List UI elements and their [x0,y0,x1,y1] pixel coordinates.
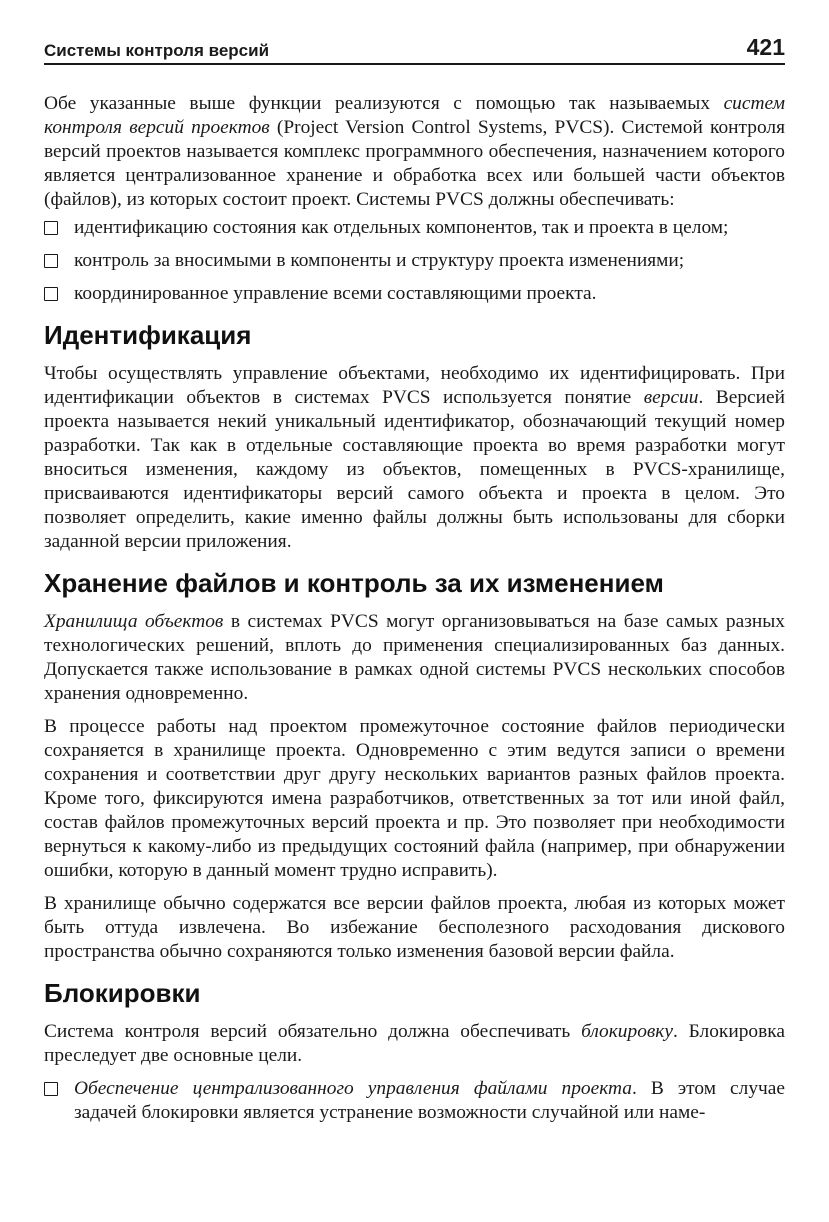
list-item-text: идентификацию состояния как отдельных компонентов, так и проекта в целом; [74,217,729,238]
list-item [44,282,785,306]
running-header [44,34,785,65]
checkbox-bullet-icon [44,287,58,301]
storage-paragraph-1 [44,610,785,706]
locks-item-text: . В этом случае задачей блокировки является устранение возможности случайной или наме- [74,1078,785,1123]
identification-paragraph [44,362,785,554]
intro-checklist [44,216,785,306]
list-item-text: координированное управление всеми составляющими проекта. [74,283,597,304]
checkbox-bullet-icon [44,254,58,268]
intro-term-pvcs: систем контроля версий проектов [44,93,785,138]
intro-text-2: (Project Version Control Systems, PVCS). Системой контроля версий проектов называется комплекс программного обеспечения, назначением которого является централизованное хранение и обработка всех или большей части объектов (файлов), из которых состоит проект. Системы PVCS должны обеспечивать: [44,117,785,210]
page-body [44,92,785,1137]
list-item [44,249,785,273]
running-header-title: Системы контроля версий [44,41,270,60]
locks-item-term: Обеспечение централизованного управления файлами проекта [74,1078,632,1099]
list-item [44,216,785,240]
list-item [44,1077,785,1125]
heading-identification: Идентификация [44,320,252,350]
checkbox-bullet-icon [44,1082,58,1096]
storage-term-repositories: Хранилища объектов [44,611,224,632]
list-item-text: контроль за вносимыми в компоненты и структуру проекта изменениями; [74,250,685,271]
page-number: 421 [746,34,785,60]
storage-paragraph-2: В процессе работы над проектом промежуточное состояние файлов периодически сохраняется в хранилище проекта. Одновременно с этим ведутся записи о времени сохранения и соответствии друг другу нескольких вариантов разных файлов проекта. Кроме того, фиксируются имена разработчиков, ответственных за тот или иной файл, состав файлов промежуточных версий проекта и пр. Это позволяет при необходимости вернуться к какому-либо из предыдущих состояний файла (например, при обнаружении ошибки, которую в данный момент трудно исправить). [44,716,785,881]
identification-term-version: версии [643,387,699,408]
storage-text-1: в системах PVCS могут организовываться на базе самых разных технологических решений, вплоть до применения специализированных баз данных. Допускается также использование в рамках одной системы PVCS нескольких способов хранения одновременно. [44,611,785,704]
locks-text-1: Система контроля версий обязательно должна обеспечивать [44,1021,582,1042]
identification-text-2: . Версией проекта называется некий уникальный идентификатор, обозначающий текущий номер разработки. Так как в отдельные составляющие проекта во время разработки могут вноситься изменения, каждому из объектов, помещенных в PVCS-хранилище, присваиваются идентификаторы версий самого объекта и проекта в целом. Это позволяет определить, какие именно файлы должны быть использованы для сборки заданной версии приложения. [44,387,785,552]
intro-paragraph [44,92,785,212]
locks-term-blocking: блокировку [581,1021,673,1042]
heading-storage: Хранение файлов и контроль за их изменением [44,568,664,598]
locks-paragraph [44,1020,785,1068]
storage-paragraph-3: В хранилище обычно содержатся все версии файлов проекта, любая из которых может быть оттуда извлечена. Во избежание бесполезного расходования дискового пространства обычно сохраняются только изменения базовой версии файла. [44,893,785,962]
intro-text-1: Обе указанные выше функции реализуются с помощью так называемых [44,93,724,114]
identification-text-1: Чтобы осуществлять управление объектами, необходимо их идентифицировать. При идентификации объектов в системах PVCS используется понятие [44,363,785,408]
locks-list [44,1077,785,1125]
locks-text-2: . Блокировка преследует две основные цели. [44,1021,785,1066]
heading-locks: Блокировки [44,978,201,1008]
checkbox-bullet-icon [44,221,58,235]
